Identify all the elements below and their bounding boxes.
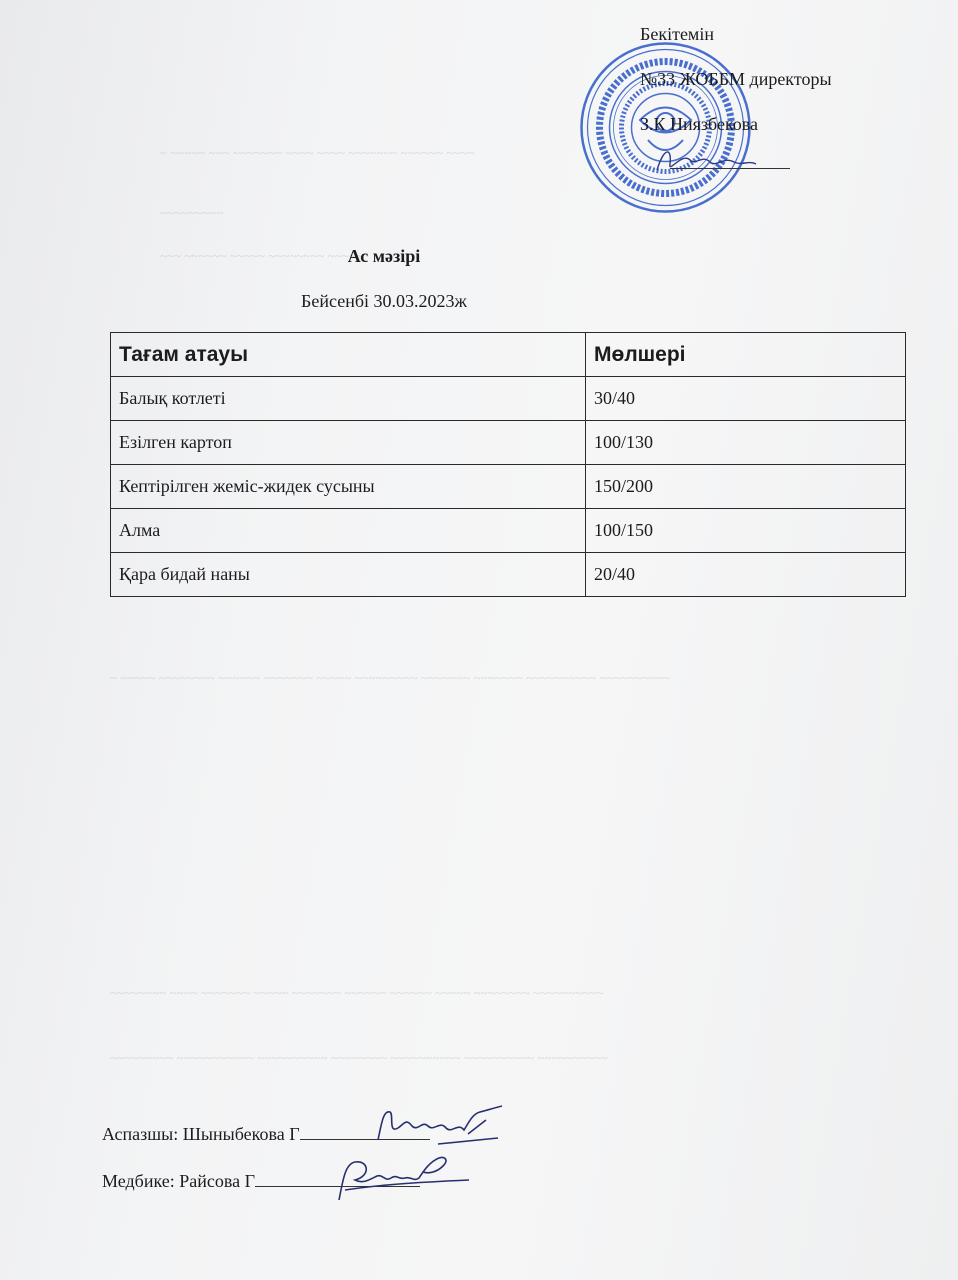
bleed-through-text: ~ ~~~~~ ~~~ ~~~~~~~ ~~~~ ~~~~ ~~~~~~~ ~~~~~~ ~~~~ [160,145,475,160]
dish-name: Кептірілген жеміс-жидек сусыны [111,465,586,509]
bleed-through-text: ~~~ ~~~~~~ ~~~~~ ~~~~~~~~ ~~~~~ [160,248,363,263]
director-signature-icon [652,142,762,182]
bleed-through-text: ~~~~~~~~~ ~~~~~~~~~~~ ~~~~~~~~~~ ~~~~~~~~ ~~~~~~~~~~ ~~~~~~~~~~ ~~~~~~~~~~ [110,1050,608,1065]
approval-heading: Бекітемін [640,24,714,44]
cook-name: Аспазшы: Шыныбекова Г [102,1124,300,1144]
nurse-signature-icon [325,1150,475,1210]
dish-name: Балық котлеті [111,377,586,421]
cook-signature-icon [368,1100,508,1150]
column-header-amount: Мөлшері [586,333,906,377]
bleed-through-text: ~ ~~~~~ ~~~~~~~~ ~~~~~~ ~~~~~~~ ~~~~~ ~~~~~~~~~ ~~~~~~~ ~~~~~~~ ~~~~~~~~~~ ~~~~~~~~~~ [110,670,670,685]
table-row [111,421,906,465]
table-header-row [111,333,906,377]
menu-date: Бейсенбі 30.03.2023ж [301,291,467,311]
table-row [111,553,906,597]
dish-amount: 100/130 [586,421,906,465]
dish-amount: 20/40 [586,553,906,597]
page-title: Ас мәзірі [347,246,421,266]
dish-amount: 100/150 [586,509,906,553]
bleed-through-text: ~~~~~~~~ ~~~~ ~~~~~~~ ~~~~~ ~~~~~~~ ~~~~~~ ~~~~~~ ~~~~~ ~~~~~~~~ ~~~~~~~~~~ [110,985,604,1000]
director-name: З.К Ниязбекова [640,114,759,134]
bleed-through-text: ~~~~~~~~~ [160,205,224,220]
table-row [111,509,906,553]
dish-amount: 150/200 [586,465,906,509]
nurse-name: Медбике: Райсова Г [102,1171,256,1191]
column-header-dish: Тағам атауы [111,333,586,377]
table-row [111,377,906,421]
dish-name: Езілген картоп [111,421,586,465]
menu-table [110,332,906,597]
dish-name: Қара бидай наны [111,553,586,597]
dish-amount: 30/40 [586,377,906,421]
director-title: №33 ЖОББМ директоры [640,69,832,89]
dish-name: Алма [111,509,586,553]
table-row [111,465,906,509]
approval-block [640,12,832,147]
